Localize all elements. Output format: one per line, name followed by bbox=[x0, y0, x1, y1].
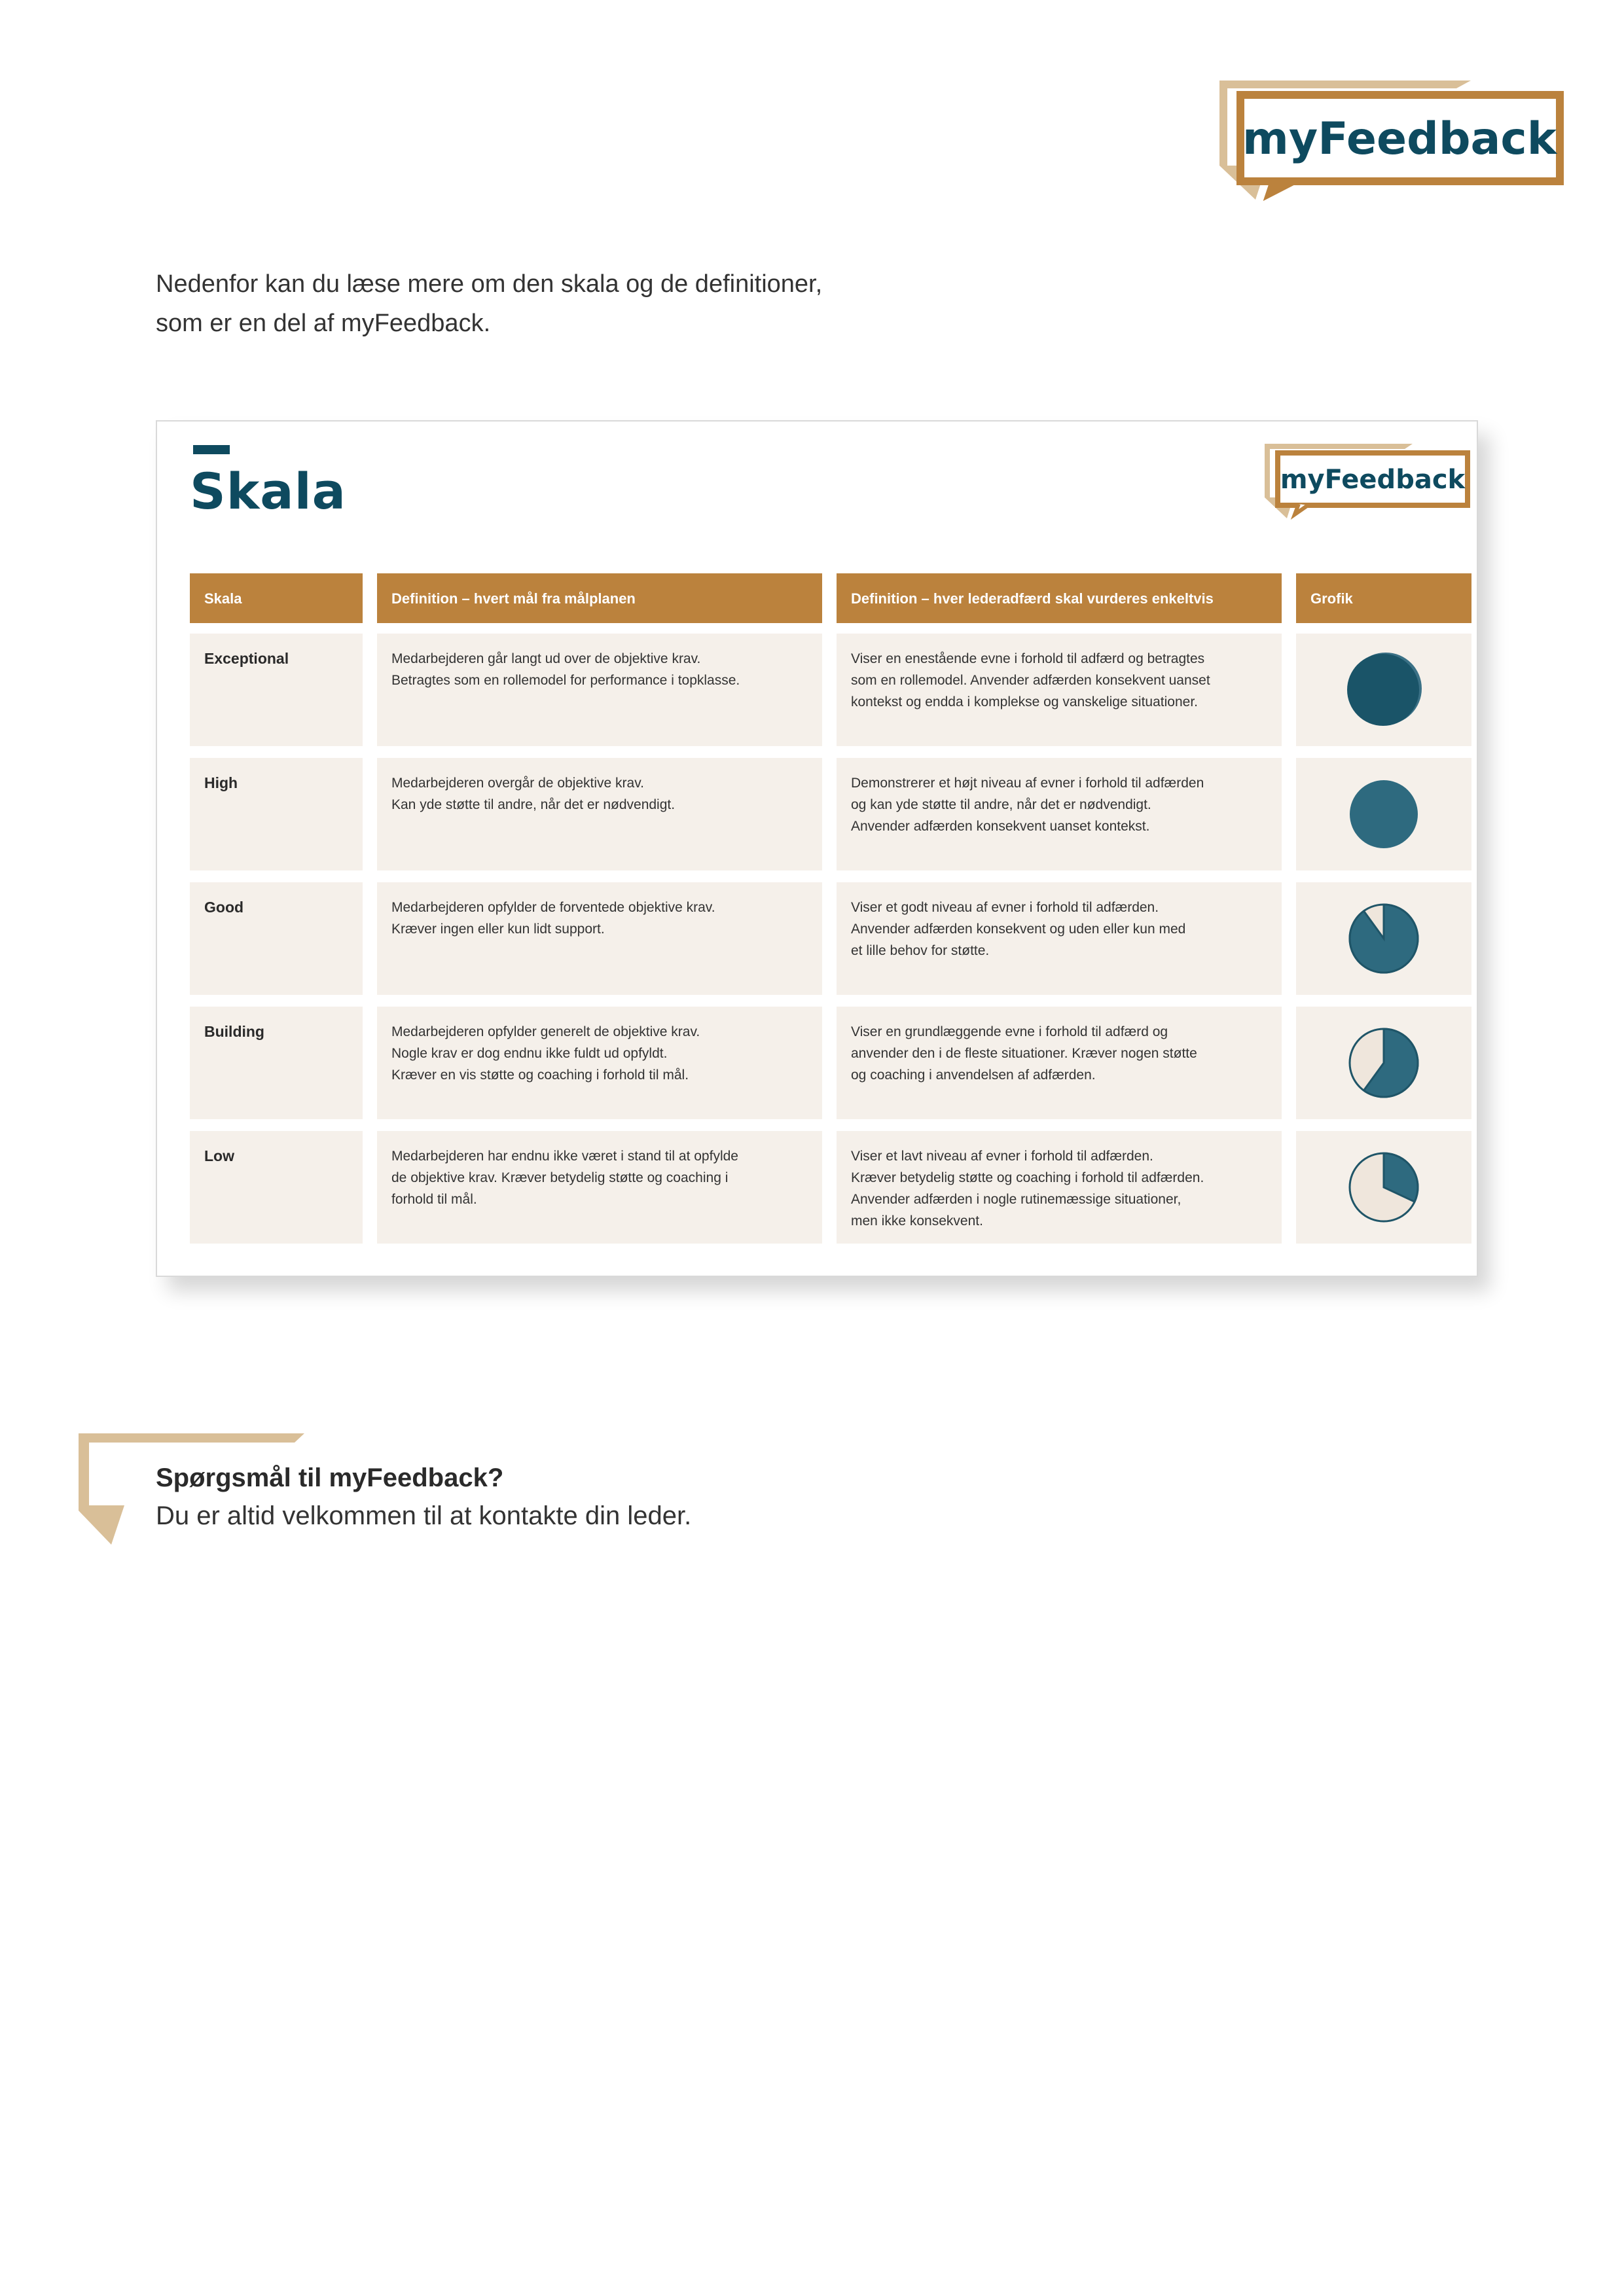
table-row bbox=[190, 882, 1471, 995]
table-row bbox=[190, 1007, 1471, 1119]
brand-logo bbox=[1214, 75, 1568, 206]
graphic-cell bbox=[1296, 634, 1471, 746]
behavior-line: Kræver betydelig støtte og coaching i forhold til adfærden. bbox=[851, 1170, 1204, 1185]
card-logo-text: myFeedback bbox=[1280, 465, 1466, 495]
behavior-line: Viser en enestående evne i forhold til adfærd og betragtes bbox=[851, 651, 1205, 666]
behavior-line: Viser et lavt niveau af evner i forhold til adfærden. bbox=[851, 1149, 1153, 1164]
goal-line: Medarbejderen har endnu ikke været i stand til at opfylde bbox=[391, 1149, 738, 1164]
goal-line: de objektive krav. Kræver betydelig støtte og coaching i bbox=[391, 1170, 729, 1185]
goal-definition bbox=[377, 1007, 822, 1119]
goal-line: Medarbejderen opfylder generelt de objektive krav. bbox=[391, 1024, 700, 1039]
graphic-cell bbox=[1296, 882, 1471, 995]
goal-line: forhold til mål. bbox=[391, 1192, 477, 1207]
graphic-cell bbox=[1296, 758, 1471, 870]
behavior-line: Anvender adfærden konsekvent og uden eller kun med bbox=[851, 922, 1186, 937]
goal-line: Kræver ingen eller kun lidt support. bbox=[391, 922, 605, 937]
header-scale: Skala bbox=[190, 573, 363, 623]
questions-title: Spørgsmål til myFeedback? bbox=[156, 1463, 504, 1492]
brand-logo-text: myFeedback bbox=[1242, 113, 1557, 165]
behavior-definition bbox=[837, 634, 1282, 746]
behavior-line: anvender den i de fleste situationer. Kræver nogen støtte bbox=[851, 1046, 1197, 1061]
graphic-cell bbox=[1296, 1131, 1471, 1244]
behavior-definition bbox=[837, 1007, 1282, 1119]
behavior-line: og kan yde støtte til andre, når det er nødvendigt. bbox=[851, 797, 1151, 812]
behavior-line: som en rollemodel. Anvender adfærden konsekvent uanset bbox=[851, 673, 1210, 688]
pie-chart-icon bbox=[1341, 1020, 1426, 1105]
intro-text bbox=[156, 264, 1007, 343]
header-goal-definition: Definition – hvert mål fra målplanen bbox=[377, 573, 822, 623]
table-header-row bbox=[190, 573, 1471, 623]
graphic-cell bbox=[1296, 1007, 1471, 1119]
scale-table bbox=[190, 573, 1471, 1255]
goal-definition bbox=[377, 634, 822, 746]
behavior-line: Demonstrerer et højt niveau af evner i forhold til adfærden bbox=[851, 776, 1204, 791]
behavior-line: Anvender adfærden konsekvent uanset kontekst. bbox=[851, 819, 1150, 834]
header-graphic: Grofik bbox=[1296, 573, 1471, 623]
full-circle-pie-icon bbox=[1341, 647, 1426, 732]
behavior-line: Anvender adfærden i nogle rutinemæssige situationer, bbox=[851, 1192, 1182, 1207]
scale-label: Good bbox=[190, 882, 363, 995]
scale-label: High bbox=[190, 758, 363, 870]
questions-text: Du er altid velkommen til at kontakte din leder. bbox=[156, 1501, 692, 1530]
behavior-definition bbox=[837, 882, 1282, 995]
scale-card bbox=[156, 420, 1478, 1277]
table-row bbox=[190, 634, 1471, 746]
pie-chart-icon bbox=[1341, 896, 1426, 981]
scale-label: Exceptional bbox=[190, 634, 363, 746]
table-row bbox=[190, 758, 1471, 870]
goal-line: Kan yde støtte til andre, når det er nødvendigt. bbox=[391, 797, 676, 812]
behavior-line: Viser et godt niveau af evner i forhold til adfærden. bbox=[851, 900, 1159, 915]
title-accent-bar bbox=[193, 445, 230, 454]
full-circle-pie-icon bbox=[1341, 772, 1426, 857]
goal-line: Nogle krav er dog endnu ikke fuldt ud opfyldt. bbox=[391, 1046, 668, 1061]
behavior-line: kontekst og endda i komplekse og vanskelige situationer. bbox=[851, 694, 1198, 709]
goal-definition bbox=[377, 758, 822, 870]
goal-line: Medarbejderen opfylder de forventede objektive krav. bbox=[391, 900, 715, 915]
intro-line-1: Nedenfor kan du læse mere om den skala og de definitioner, bbox=[156, 270, 823, 298]
scale-label: Building bbox=[190, 1007, 363, 1119]
table-row bbox=[190, 1131, 1471, 1244]
goal-line: Betragtes som en rollemodel for performance i topklasse. bbox=[391, 673, 740, 688]
behavior-line: Viser en grundlæggende evne i forhold til adfærd og bbox=[851, 1024, 1168, 1039]
goal-definition bbox=[377, 882, 822, 995]
goal-line: Medarbejderen overgår de objektive krav. bbox=[391, 776, 644, 791]
card-brand-logo bbox=[1262, 441, 1471, 523]
behavior-line: men ikke konsekvent. bbox=[851, 1213, 983, 1229]
behavior-line: et lille behov for støtte. bbox=[851, 943, 990, 958]
intro-line-2: som er en del af myFeedback. bbox=[156, 310, 491, 337]
scale-label: Low bbox=[190, 1131, 363, 1244]
card-title: Skala bbox=[190, 462, 346, 520]
goal-definition bbox=[377, 1131, 822, 1244]
behavior-definition bbox=[837, 1131, 1282, 1244]
behavior-definition bbox=[837, 758, 1282, 870]
header-behavior-definition: Definition – hver lederadfærd skal vurderes enkeltvis bbox=[837, 573, 1282, 623]
goal-line: Kræver en vis støtte og coaching i forhold til mål. bbox=[391, 1067, 689, 1083]
goal-line: Medarbejderen går langt ud over de objektive krav. bbox=[391, 651, 701, 666]
pie-chart-icon bbox=[1341, 1145, 1426, 1230]
behavior-line: og coaching i anvendelsen af adfærden. bbox=[851, 1067, 1096, 1083]
